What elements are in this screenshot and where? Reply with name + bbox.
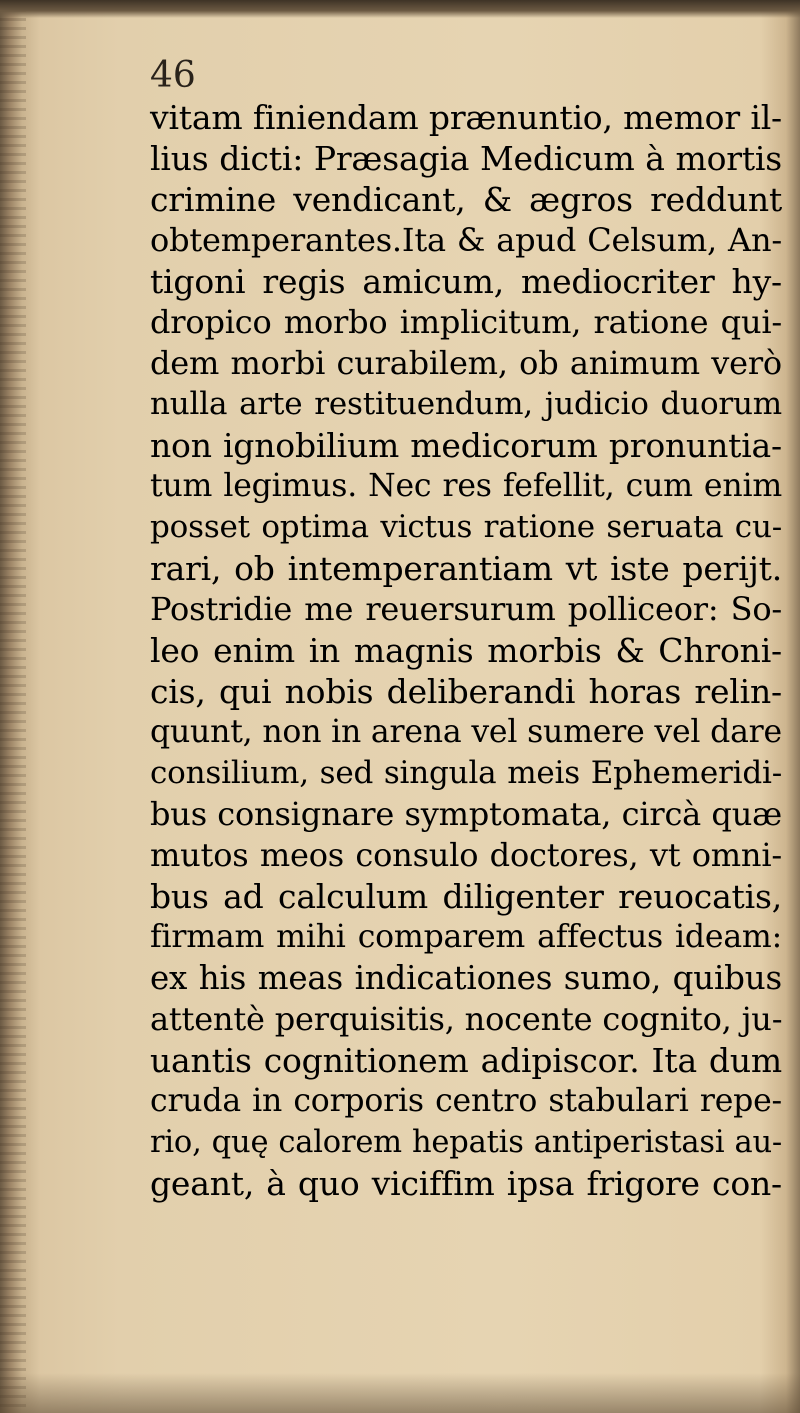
text-block xyxy=(150,97,782,1204)
text-line: consilium, sed singula meis Ephemeridi- xyxy=(150,755,782,791)
text-line: geant, à quo viciffim ipsa frigore con- xyxy=(150,1164,782,1203)
text-line: Postridie me reuersurum polliceor: So- xyxy=(150,590,782,628)
text-line: cis, qui nobis deliberandi horas relin- xyxy=(150,672,782,711)
text-line: dem morbi curabilem, ob animum verò xyxy=(150,344,782,382)
text-line: non ignobilium medicorum pronuntia- xyxy=(150,426,782,465)
text-line: mutos meos consulo doctores, vt omni- xyxy=(150,836,782,874)
page-number: 46 xyxy=(150,55,196,96)
text-line: tum legimus. Nec res fefellit, cum enim xyxy=(150,468,782,504)
page-bottom-shadow xyxy=(0,1373,800,1413)
text-line: firmam mihi comparem affectus ideam: xyxy=(150,919,782,955)
text-line: rari, ob intemperantiam vt iste perijt. xyxy=(150,549,782,588)
binding-gutter xyxy=(0,0,26,1413)
text-line: uantis cognitionem adipiscor. Ita dum xyxy=(150,1041,782,1080)
text-line: dropico morbo implicitum, ratione qui- xyxy=(150,303,782,341)
text-line: posset optima victus ratione seruata cu- xyxy=(150,509,782,545)
text-line: leo enim in magnis morbis & Chroni- xyxy=(150,631,782,670)
text-line: vitam finiendam prænuntio, memor il- xyxy=(150,98,782,137)
text-line: ex his meas indicationes sumo, quibus xyxy=(150,959,782,997)
text-line: cruda in corporis centro stabulari repe- xyxy=(150,1083,782,1119)
text-line: bus ad calculum diligenter reuocatis, xyxy=(150,877,782,916)
page-top-edge xyxy=(0,0,800,18)
text-line: tigoni regis amicum, mediocriter hy- xyxy=(150,262,782,301)
text-line: bus consignare symptomata, circà quæ xyxy=(150,795,782,833)
text-line: quunt, non in arena vel sumere vel dare xyxy=(150,714,782,750)
text-line: crimine vendicant, & ægros reddunt xyxy=(150,180,782,219)
text-line: lius dicti: Præsagia Medicum à mortis xyxy=(150,139,782,178)
text-line: nulla arte restituendum, judicio duorum xyxy=(150,386,782,422)
text-line: obtemperantes.Ita & apud Celsum, An- xyxy=(150,221,782,259)
text-line: attentè perquisitis, nocente cognito, ju- xyxy=(150,1000,783,1038)
text-line: rio, quę calorem hepatis antiperistasi au- xyxy=(150,1125,782,1160)
